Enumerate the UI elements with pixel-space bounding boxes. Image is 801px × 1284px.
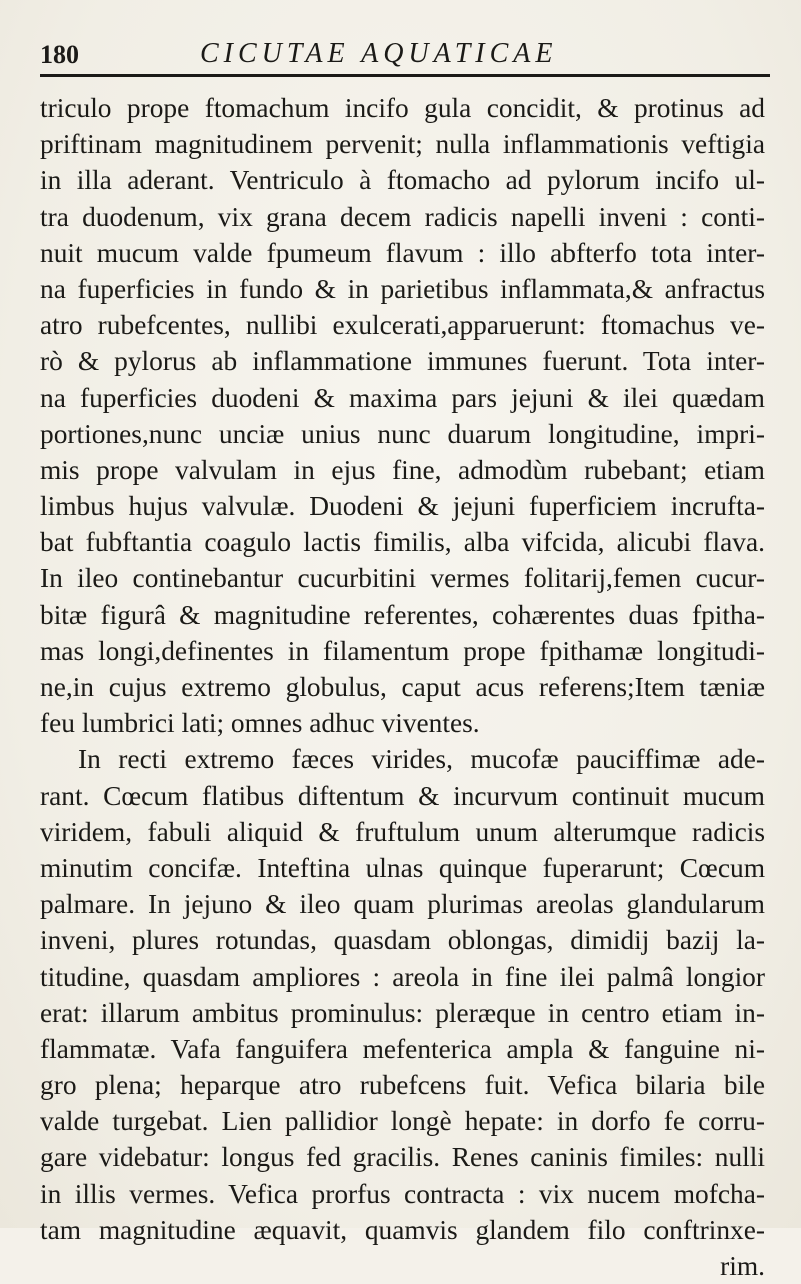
- text-line: gro plena; heparque atro rubefcens fuit. Vefica bilaria bile: [40, 1070, 765, 1101]
- text-line: portiones,nunc unciæ unius nunc duarum longitudine, impri-: [40, 418, 765, 449]
- text-line: bat fubftantia coagulo lactis fimilis, alba vifcida, alicubi flava.: [40, 527, 765, 558]
- catchword: rim.: [720, 1251, 765, 1281]
- text-line: rant. Cœcum flatibus diftentum & incurvum continuit mucum: [40, 780, 765, 811]
- text-line: rò & pylorus ab inflammatione immunes fuerunt. Tota inter-: [40, 346, 765, 377]
- text-line: feu lumbrici lati; omnes adhuc viventes.: [40, 708, 480, 739]
- text-line: ne,in cujus extremo globulus, caput acus referens;Item tæniæ: [40, 672, 765, 702]
- text-line: palmare. In jejuno & ileo quam plurimas areolas glandularum: [40, 889, 765, 920]
- text-line: na fuperficies in fundo & in parietibus inflammata,& anfractus: [40, 273, 765, 304]
- text-line: limbus hujus valvulæ. Duodeni & jejuni fuperficiem incrufta-: [40, 491, 765, 522]
- text-line: bitæ figurâ & magnitudine referentes, cohærentes duas fpitha-: [40, 599, 765, 630]
- text-line: In recti extremo fæces virides, mucofæ pauciffimæ ade-: [78, 744, 765, 775]
- text-line: mas longi,definentes in filamentum prope fpithamæ longitudi-: [40, 635, 765, 666]
- text-line: atro rubefcentes, nullibi exulcerati,apparuerunt: ftomachus ve-: [40, 310, 765, 341]
- page-header: [40, 40, 770, 76]
- text-line: mis prope valvulam in ejus fine, admodùm rubebant; etiam: [40, 454, 765, 485]
- body-text: [40, 90, 765, 1284]
- text-line: minutim concifæ. Inteftina ulnas quinque fuperarunt; Cœcum: [40, 852, 765, 883]
- header-rule: [40, 74, 770, 77]
- text-line: na fuperficies duodeni & maxima pars jejuni & ilei quædam: [40, 382, 765, 413]
- text-line: valde turgebat. Lien pallidior longè hepate: in dorfo fe corru-: [40, 1106, 765, 1137]
- text-line: triculo prope ftomachum incifo gula concidit, & protinus ad: [40, 93, 765, 123]
- text-line: titudine, quasdam ampliores : areola in fine ilei palmâ longior: [40, 961, 765, 992]
- text-line: viridem, fabuli aliquid & fruftulum unum alterumque radicis: [40, 816, 765, 847]
- text-line: flammatæ. Vafa fanguifera mefenterica ampla & fanguine ni-: [40, 1033, 765, 1064]
- text-line: tam magnitudine æquavit, quamvis glandem filo conftrinxe-: [40, 1214, 765, 1245]
- page-number: 180: [40, 40, 79, 69]
- text-line: in illis vermes. Vefica prorfus contracta : vix nucem mofcha-: [40, 1178, 765, 1209]
- text-line: in illa aderant. Ventriculo à ftomacho ad pylorum incifo ul-: [40, 165, 765, 196]
- text-line: inveni, plures rotundas, quasdam oblongas, dimidij bazij la-: [40, 925, 765, 956]
- text-line: priftinam magnitudinem pervenit; nulla inflammationis veftigia: [40, 129, 765, 160]
- text-line: gare videbatur: longus fed gracilis. Renes caninis fimiles: nulli: [40, 1142, 765, 1173]
- text-line: In ileo continebantur cucurbitini vermes folitarij,femen cucur-: [40, 563, 765, 594]
- text-line: nuit mucum valde fpumeum flavum : illo abfterfo tota inter-: [40, 237, 765, 268]
- text-line: tra duodenum, vix grana decem radicis napelli inveni : conti-: [40, 201, 765, 232]
- text-line: erat: illarum ambitus prominulus: pleræque in centro etiam in-: [40, 997, 765, 1028]
- running-head: CICUTAE AQUATICAE: [200, 38, 558, 69]
